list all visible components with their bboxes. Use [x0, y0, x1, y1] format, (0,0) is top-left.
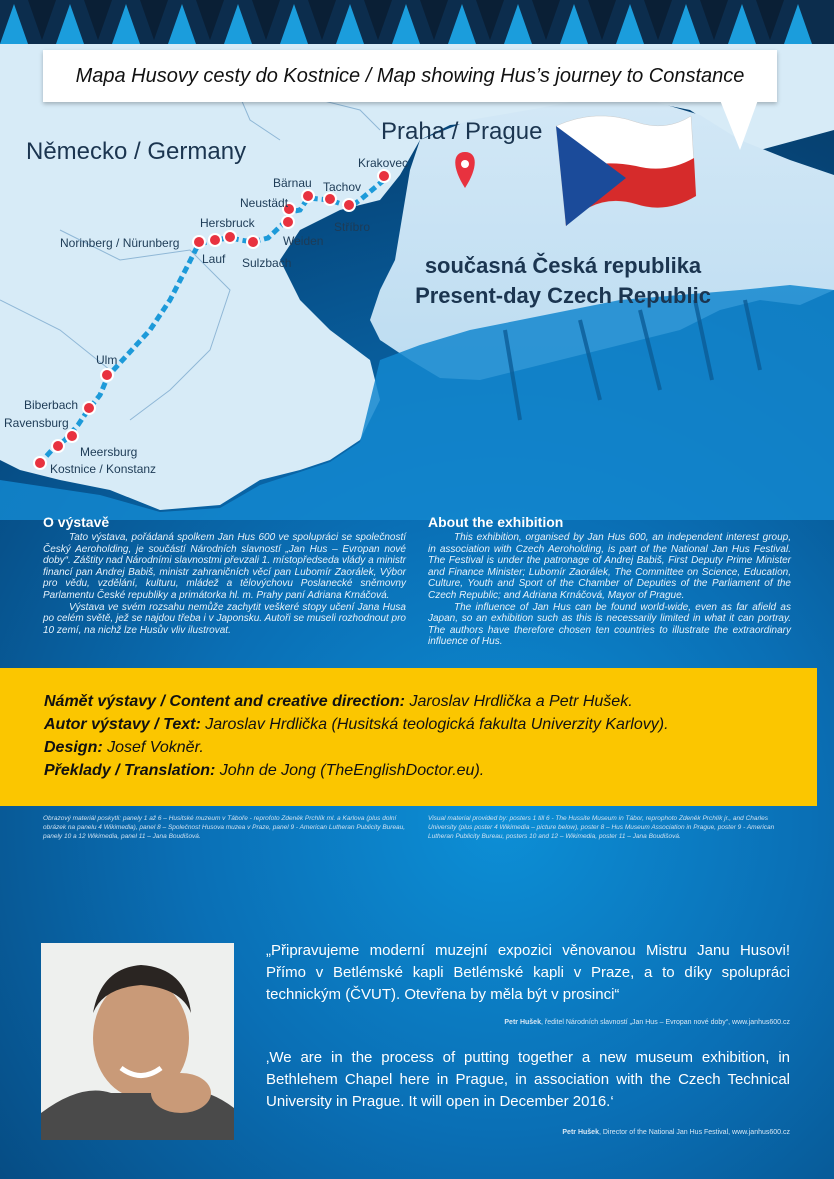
place-ravensburg: Ravensburg — [4, 416, 69, 430]
about-cz-paragraph-1: Tato výstava, pořádaná spolkem Jan Hus 600 ve spolupráci se společností Český Aeroholding, je součástí Národních slavností „Jan Hus – Evropan nové doby“. Záštity nad Národními slavnostmi převzali 1. místopředseda vlády a ministr financí pan Andrej Babiš, ministr zahraničních věcí pan Lubomír Zaorálek, Výbor pro vědu, vzdělání, kulturu, mládež a tělovýchovu Poslanecké sněmovny Parlamentu České republiky a primátorka hl. m. Prahy paní Adriana Krnáčová. — [43, 532, 406, 601]
place-biberbach: Biberbach — [24, 398, 79, 412]
quote-cz: „Připravujeme moderní muzejní expozici věnovanou Mistru Janu Husovi! Přímo v Betlémské kapli Betlémské kapli v Praze, a to díky spolupráci technickým (ČVUT). Otevřena by měla být v prosinci“ — [266, 942, 790, 1003]
about-cz-column — [43, 514, 406, 636]
place-nuremberg: Norinberg / Nürunberg — [60, 236, 180, 250]
map-title: Mapa Husovy cesty do Kostnice / Map showing Hus’s journey to Constance — [43, 50, 777, 102]
place-stribro: Stříbro — [334, 220, 371, 234]
place-ulm: Ulm — [96, 353, 118, 367]
place-weiden: Weiden — [283, 234, 324, 248]
place-barnau: Bärnau — [273, 176, 312, 190]
triangle-pattern — [0, 0, 834, 44]
signature-en: Petr Hušek, Director of the National Jan Hus Festival, www.janhus600.cz — [562, 1129, 790, 1136]
germany-label: Německo / Germany — [26, 138, 247, 165]
czech-republic-label-cz: současná Česká republika — [424, 253, 702, 278]
about-cz-paragraph-2: Výstava ve svém rozsahu nemůže zachytit veškeré stopy učení Jana Husa po celém světě, jež se najdou třeba i v Japonsku. Autoři se museli rozhodnout pro 10 zemí, na nichž lze Husův vliv ilustrovat. — [43, 601, 406, 636]
credit-line: Design: Josef Vokněr. — [44, 739, 204, 756]
about-cz-heading: O výstavě — [43, 514, 110, 530]
prague-label: Praha / Prague — [381, 118, 543, 145]
place-krakovec: Krakovec — [358, 156, 409, 170]
place-konstanz: Kostnice / Konstanz — [50, 462, 157, 476]
signature-cz: Petr Hušek, ředitel Národních slavností „Jan Hus – Evropan nové doby“, www.janhus600.cz — [504, 1019, 790, 1026]
place-lauf: Lauf — [202, 252, 226, 266]
title-bubble-tail — [720, 100, 760, 152]
about-en-column — [428, 514, 791, 648]
credit-line: Námět výstavy / Content and creative direction: Jaroslav Hrdlička a Petr Hušek. — [44, 693, 633, 710]
credit-line: Autor výstavy / Text: Jaroslav Hrdlička (Husitská teologická fakulta Univerzity Karlovy). — [44, 716, 669, 733]
portrait-photo — [41, 943, 234, 1140]
credit-line: Překlady / Translation: John de Jong (TheEnglishDoctor.eu). — [44, 762, 485, 779]
place-neustadt: Neustädt — [240, 196, 289, 210]
place-hersbruck: Hersbruck — [200, 216, 255, 230]
quote-en: ‚We are in the process of putting together a new museum exhibition, in Bethlehem Chapel here in Prague, in association with the Czech Technical University in Prague. It will open in December 2016.‘ — [266, 1049, 790, 1110]
czech-republic-label-en: Present-day Czech Republic — [415, 283, 711, 308]
picture-credits-cz: Obrazový materiál poskytli: panely 1 až 6 – Husitské muzeum v Táboře - reprofoto Zdeněk Prchlík ml. a Karlova (plus dolní obrázek na panelu 4 Wikimedia), panel 8 – Společnost Husova muzea v Praze, panel 9 - American Lutheran Publicity Bureau, panely 10 a 12 Wikimedia, panel 11 – Jana Boudišová. — [43, 815, 406, 840]
picture-credits-en: Visual material provided by: posters 1 till 6 - The Hussite Museum in Tábor, reprophoto Zdeněk Prchlík jr., and Charles University (plus poster 4 Wikimedia – picture below), poster 8 – Hus Museum Association in Prague, poster 9 - American Lutheran Publicity Bureau, posters 10 and 12 – Wikimedia, poster 11 – Jana Boudišová. — [428, 815, 775, 840]
credits-box — [0, 668, 817, 806]
place-meersburg: Meersburg — [80, 445, 138, 459]
about-en-paragraph-2: The influence of Jan Hus can be found world-wide, even as far afield as Japan, so an exhibition such as this is necessarily limited in what it can portray. The authors have therefore chosen ten countries to illustrate the extraordinary influence of Hus. — [428, 601, 791, 648]
about-en-heading: About the exhibition — [428, 514, 564, 530]
place-tachov: Tachov — [323, 180, 362, 194]
about-en-paragraph-1: This exhibition, organised by Jan Hus 600, an independent interest group, in association with Czech Aeroholding, is part of the National Jan Hus Festival. The Festival is under the patronage of Andrej Babiš, First Deputy Prime Minister and Finance Minister; Lubomír Zaorálek, The Committee on Science, Education, Culture, Youth and Sport of the Chamber of Deputies of the Parliament of the Czech Republic; and Adriana Krnáčová, Mayor of Prague. — [428, 532, 791, 601]
place-sulzbach: Sulzbach — [242, 256, 292, 270]
